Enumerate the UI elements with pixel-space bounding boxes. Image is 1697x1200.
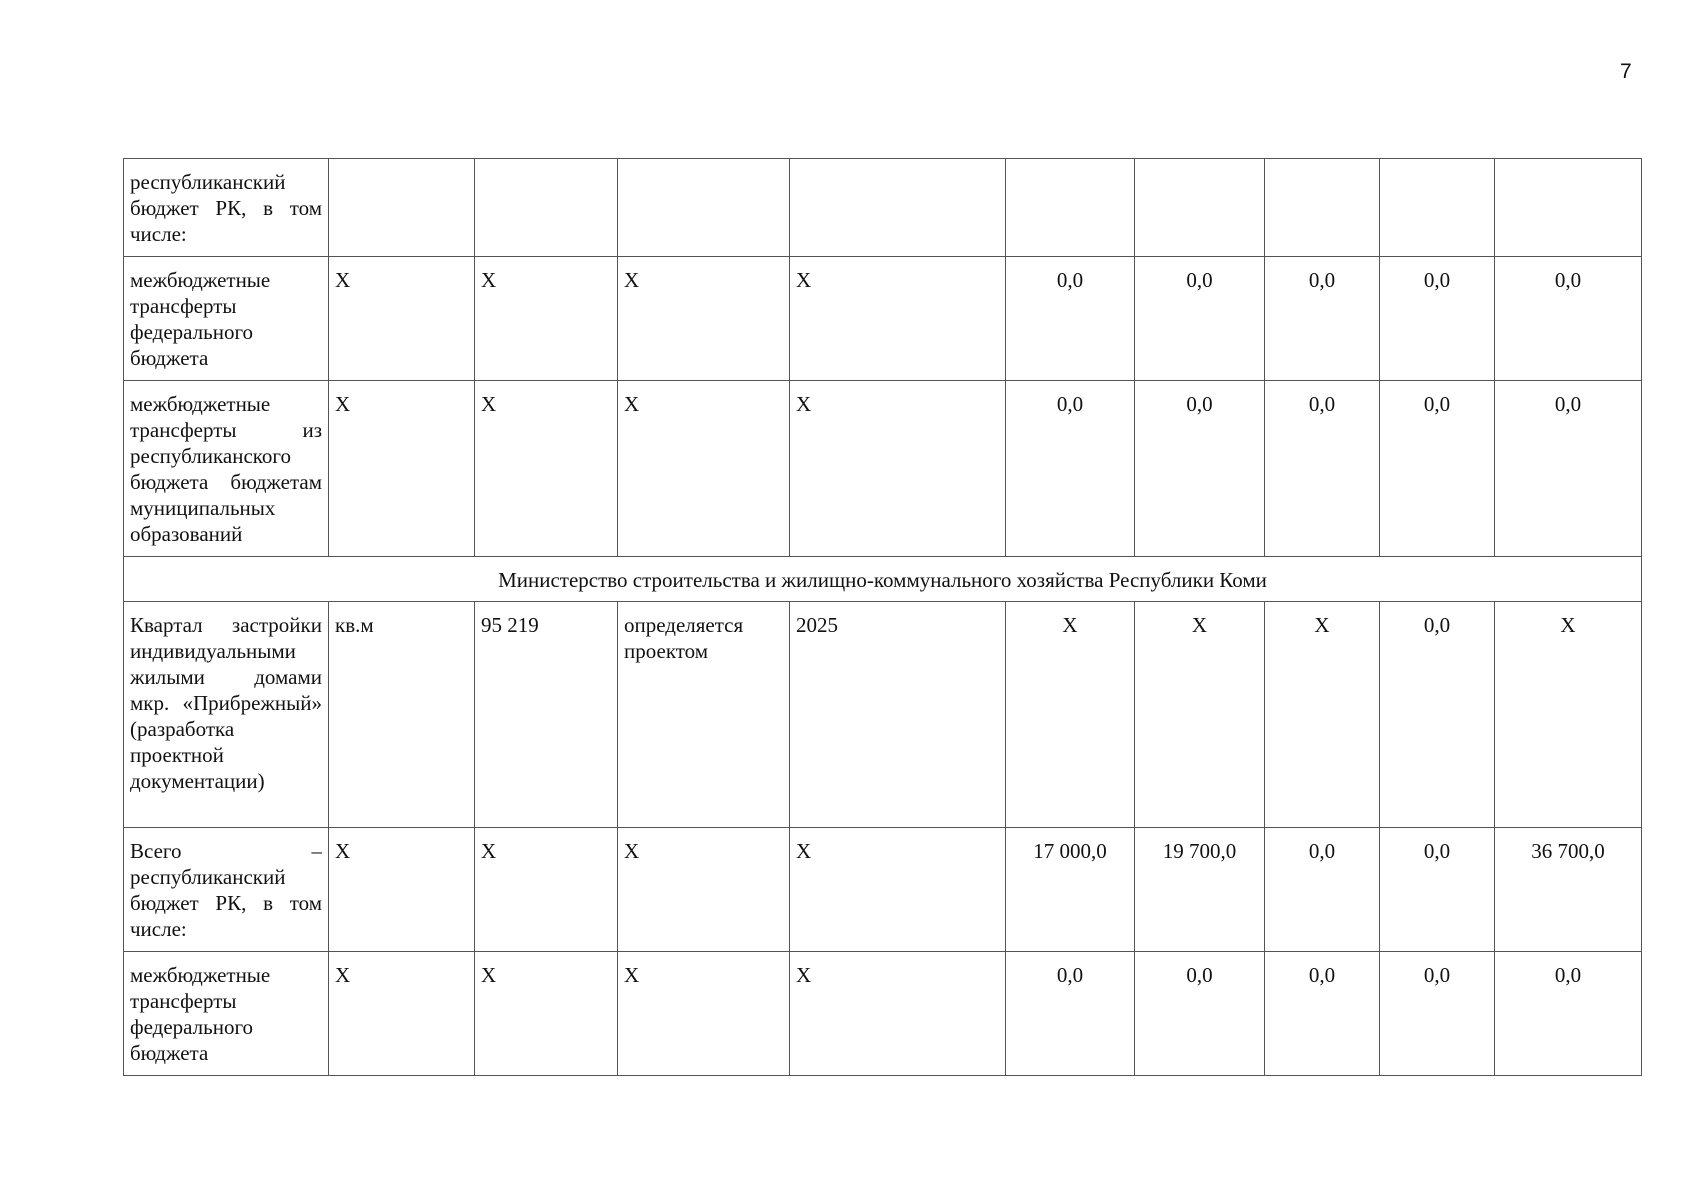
value-cell: 0,0 bbox=[1135, 257, 1265, 381]
unit-cell: Х bbox=[329, 257, 475, 381]
budget-table bbox=[123, 158, 1642, 1076]
table-row bbox=[124, 602, 1642, 828]
term-cell: Х bbox=[790, 257, 1006, 381]
value-cell: 0,0 bbox=[1380, 381, 1495, 557]
value-cell: 0,0 bbox=[1006, 952, 1135, 1076]
term-cell bbox=[790, 159, 1006, 257]
value-cell: 0,0 bbox=[1265, 381, 1380, 557]
value-cell: 0,0 bbox=[1380, 952, 1495, 1076]
value-cell bbox=[1495, 159, 1642, 257]
value-cell: 0,0 bbox=[1495, 257, 1642, 381]
unit-cell: кв.м bbox=[329, 602, 475, 828]
capacity-cell: Х bbox=[475, 257, 618, 381]
cost-cell: Х bbox=[618, 828, 790, 952]
cost-cell: Х bbox=[618, 381, 790, 557]
table-row bbox=[124, 952, 1642, 1076]
page-number: 7 bbox=[1620, 60, 1632, 83]
table-row bbox=[124, 159, 1642, 257]
value-cell: Х bbox=[1006, 602, 1135, 828]
section-title: Министерство строительства и жилищно-коммунального хозяйства Республики Коми bbox=[124, 557, 1642, 602]
value-cell: 0,0 bbox=[1380, 257, 1495, 381]
row-name-cell: республиканский бюджет РК, в том числе: bbox=[124, 159, 329, 257]
table-row bbox=[124, 381, 1642, 557]
unit-cell bbox=[329, 159, 475, 257]
value-cell bbox=[1265, 159, 1380, 257]
value-cell: 17 000,0 bbox=[1006, 828, 1135, 952]
value-cell: 0,0 bbox=[1495, 952, 1642, 1076]
value-cell: 0,0 bbox=[1495, 381, 1642, 557]
cost-cell: Х bbox=[618, 952, 790, 1076]
term-cell: Х bbox=[790, 381, 1006, 557]
capacity-cell: Х bbox=[475, 828, 618, 952]
value-cell: 0,0 bbox=[1265, 828, 1380, 952]
value-cell: Х bbox=[1265, 602, 1380, 828]
term-cell: Х bbox=[790, 952, 1006, 1076]
value-cell: 0,0 bbox=[1265, 952, 1380, 1076]
value-cell: 19 700,0 bbox=[1135, 828, 1265, 952]
table-row bbox=[124, 828, 1642, 952]
value-cell: Х bbox=[1495, 602, 1642, 828]
row-name-cell: межбюджетные трансферты федерального бюджета bbox=[124, 952, 329, 1076]
cost-cell: Х bbox=[618, 257, 790, 381]
value-cell: 0,0 bbox=[1380, 602, 1495, 828]
value-cell bbox=[1006, 159, 1135, 257]
table-row bbox=[124, 257, 1642, 381]
value-cell: 0,0 bbox=[1265, 257, 1380, 381]
value-cell: 0,0 bbox=[1006, 381, 1135, 557]
row-name-cell: межбюджетные трансферты из республиканского бюджета бюджетам муниципальных образований bbox=[124, 381, 329, 557]
value-cell: 0,0 bbox=[1135, 952, 1265, 1076]
cost-cell: определяется проектом bbox=[618, 602, 790, 828]
capacity-cell: 95 219 bbox=[475, 602, 618, 828]
value-cell: Х bbox=[1135, 602, 1265, 828]
term-cell: 2025 bbox=[790, 602, 1006, 828]
value-cell: 0,0 bbox=[1006, 257, 1135, 381]
unit-cell: Х bbox=[329, 952, 475, 1076]
row-name-cell: Квартал застройки индивидуальными жилыми домами мкр. «Прибрежный» (разработка проектной документации) bbox=[124, 602, 329, 828]
value-cell bbox=[1135, 159, 1265, 257]
unit-cell: Х bbox=[329, 828, 475, 952]
unit-cell: Х bbox=[329, 381, 475, 557]
row-name-cell: межбюджетные трансферты федерального бюджета bbox=[124, 257, 329, 381]
capacity-cell bbox=[475, 159, 618, 257]
capacity-cell: Х bbox=[475, 381, 618, 557]
capacity-cell: Х bbox=[475, 952, 618, 1076]
value-cell: 36 700,0 bbox=[1495, 828, 1642, 952]
term-cell: Х bbox=[790, 828, 1006, 952]
cost-cell bbox=[618, 159, 790, 257]
value-cell bbox=[1380, 159, 1495, 257]
section-row bbox=[124, 557, 1642, 602]
row-name-cell: Всего – республиканский бюджет РК, в том числе: bbox=[124, 828, 329, 952]
value-cell: 0,0 bbox=[1135, 381, 1265, 557]
value-cell: 0,0 bbox=[1380, 828, 1495, 952]
